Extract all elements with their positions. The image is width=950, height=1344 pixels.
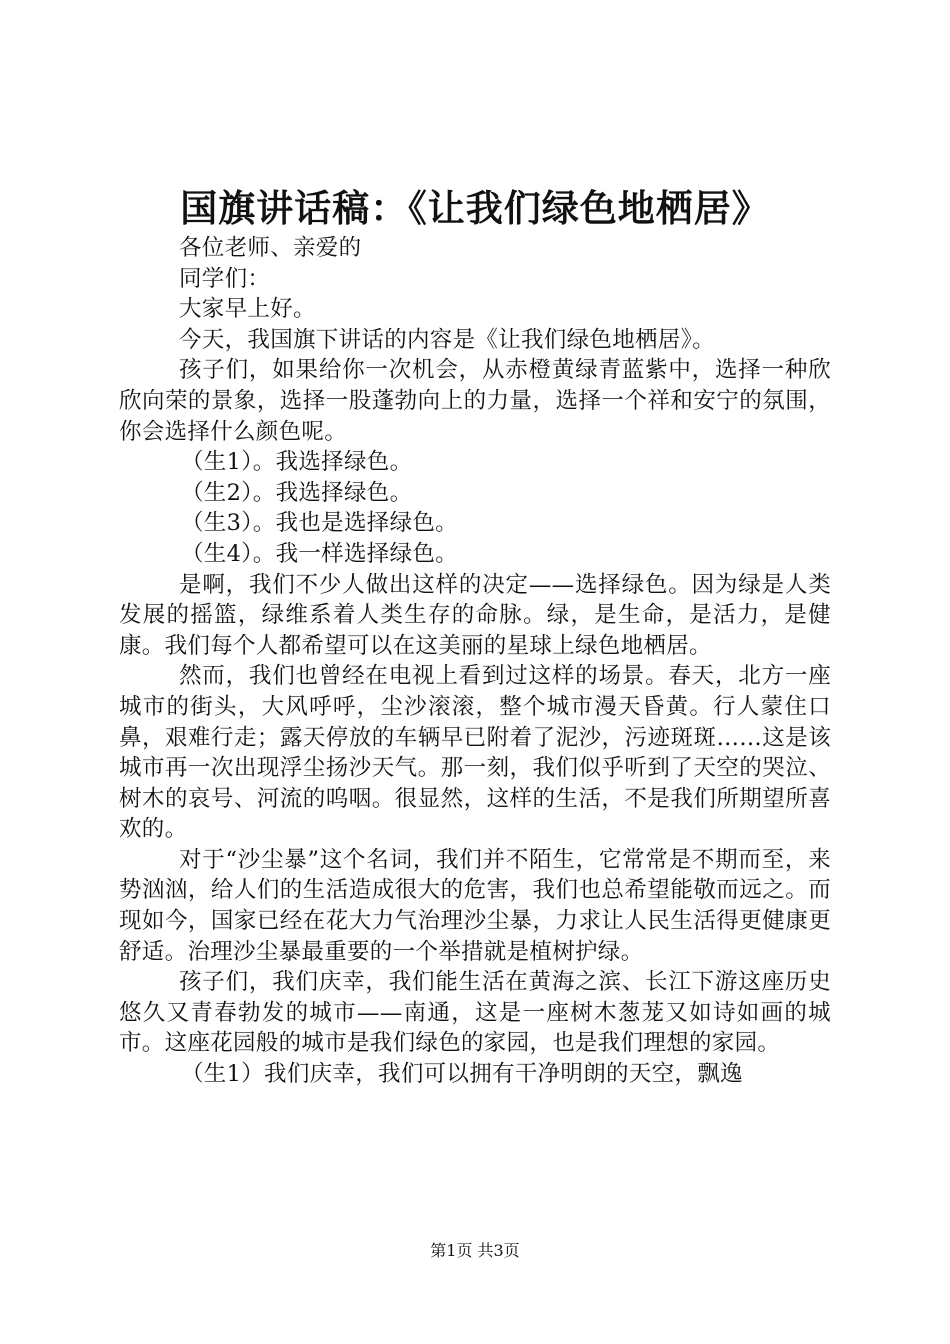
paragraph-topic: 今天，我国旗下讲话的内容是《让我们绿色地栖居》。 (179, 326, 715, 353)
paragraph-student-3: （生3）。我也是选择绿色。 (181, 510, 458, 537)
document-title: 国旗讲话稿：《让我们绿色地栖居》 (180, 187, 770, 230)
paragraph-student-4: （生4）。我一样选择绿色。 (181, 540, 458, 567)
paragraph-greeting-students: 同学们： (179, 265, 271, 292)
paragraph-nantong: 孩子们，我们庆幸，我们能生活在黄海之滨、长江下游这座历史悠久又青春勃发的城市——南通，这是一座树木葱茏又如诗如画的城市。这座花园般的城市是我们绿色的家园，也是我们理想的家园。 (119, 969, 831, 1057)
page-footer: 第1页 共3页 (430, 1241, 520, 1260)
paragraph-question: 孩子们，如果给你一次机会，从赤橙黄绿青蓝紫中，选择一种欣欣向荣的景象，选择一股蓬勃向上的力量，选择一个祥和安宁的氛围，你会选择什么颜色呢。 (119, 357, 831, 445)
paragraph-sandstorm-control: 对于“沙尘暴”这个名词，我们并不陌生，它常常是不期而至，来势汹汹，给人们的生活造成很大的危害，我们也总希望能敬而远之。而现如今，国家已经在花大力气治理沙尘暴，力求让人民生活得更健康更舒适。治理沙尘暴最重要的一个举措就是植树护绿。 (119, 846, 831, 965)
paragraph-student-1: （生1）。我选择绿色。 (181, 449, 413, 476)
paragraph-student-1-fortunate: （生1）我们庆幸，我们可以拥有干净明朗的天空，飘逸 (181, 1061, 743, 1088)
paragraph-good-morning: 大家早上好。 (179, 296, 316, 323)
paragraph-sandstorm-scene: 然而，我们也曾经在电视上看到过这样的场景。春天，北方一座城市的街头，大风呼呼，尘沙滚滚，整个城市漫天昏黄。行人蒙住口鼻，艰难行走；露天停放的车辆早已附着了泥沙，污迹斑斑……这是该城市再一次出现浮尘扬沙天气。那一刻，我们似乎听到了天空的哭泣、树木的哀号、河流的呜咽。很显然，这样的生活，不是我们所期望所喜欢的。 (119, 663, 831, 843)
document-body (119, 233, 831, 1090)
paragraph-choose-green: 是啊，我们不少人做出这样的决定——选择绿色。因为绿是人类发展的摇篮，绿维系着人类生存的命脉。绿，是生命，是活力，是健康。我们每个人都希望可以在这美丽的星球上绿色地栖居。 (119, 571, 831, 659)
paragraph-student-2: （生2）。我选择绿色。 (181, 479, 413, 506)
paragraph-greeting: 各位老师、亲爱的 (179, 235, 362, 261)
